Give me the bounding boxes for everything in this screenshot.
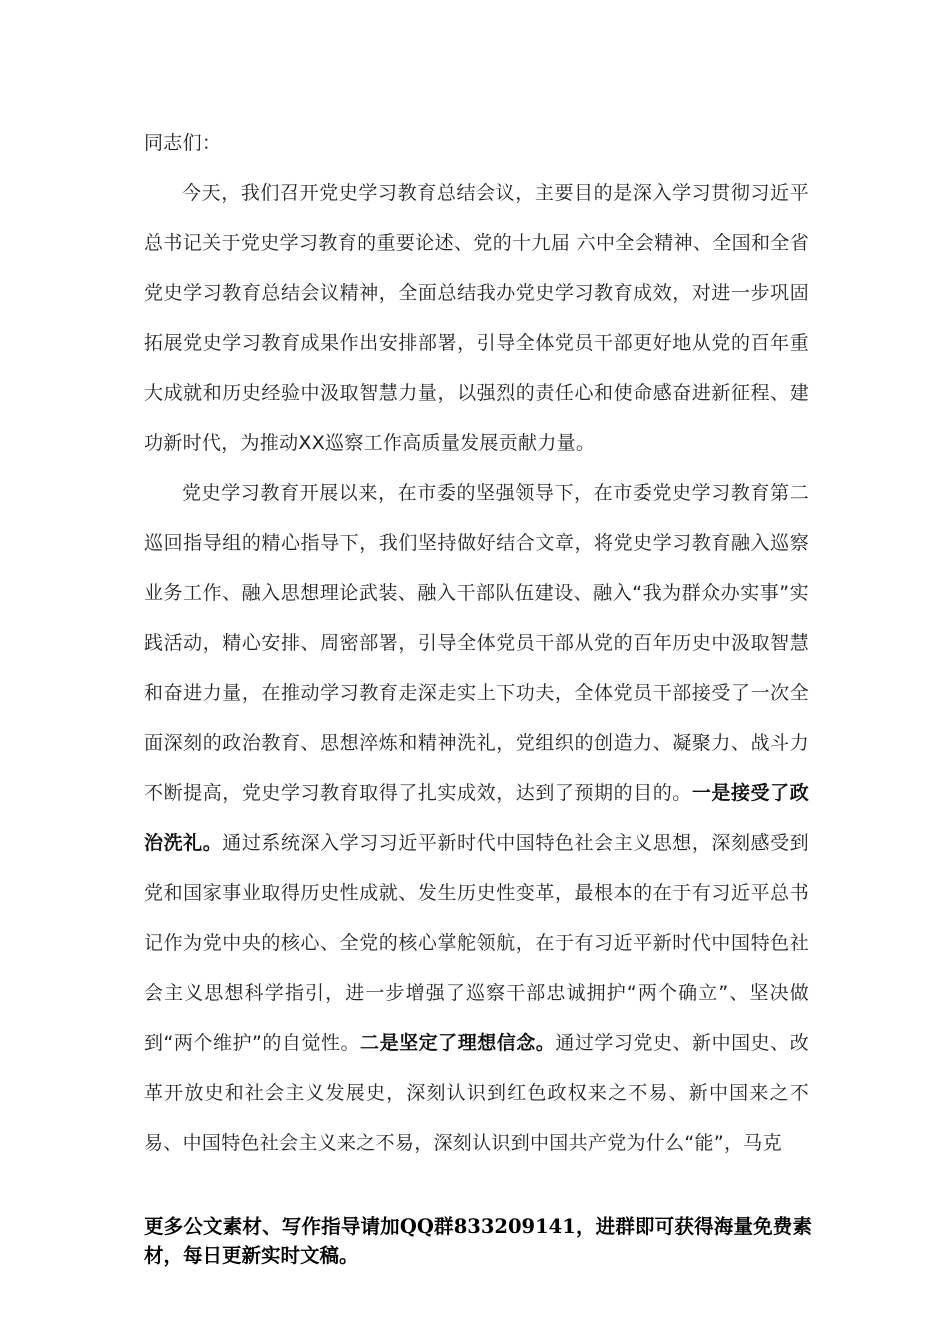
document-body: [144, 118, 809, 1168]
footer-advertisement: 更多公文素材、写作指导请加QQ群833209141，进群即可获得海量免费素材，每日更新实时文稿。: [144, 1215, 812, 1267]
paragraph-achievements: [144, 468, 809, 1168]
paragraph-opening: [144, 168, 809, 468]
point-one-heading: 一是接受了政治洗礼。: [144, 782, 809, 854]
salutation: 同志们：: [144, 132, 222, 154]
point-two-text: 通过学习党史、新中国史、改革开放史和社会主义发展史，深刻认识到红色政权来之不易、新中国来之不易、中国特色社会主义来之不易，深刻认识到中国共产党为什么“能”，马克: [144, 1032, 809, 1154]
point-two-heading: 二是坚定了理想信念。: [360, 1032, 556, 1054]
paragraph-achievements-intro: 党史学习教育开展以来，在市委的坚强领导下，在市委党史学习教育第二巡回指导组的精心指导下，我们坚持做好结合文章，将党史学习教育融入巡察业务工作、融入思想理论武装、融入干部队伍建设、融入“我为群众办实事”实践活动，精心安排、周密部署，引导全体党员干部从党的百年历史中汲取智慧和奋进力量，在推动学习教育走深走实上下功夫，全体党员干部接受了一次全面深刻的政治教育、思想淬炼和精神洗礼，党组织的创造力、凝聚力、战斗力不断提高，党史学习教育取得了扎实成效，达到了预期的目的。: [144, 482, 809, 804]
paragraph-opening-text: 今天，我们召开党史学习教育总结会议，主要目的是深入学习贯彻习近平总书记关于党史学习教育的重要论述、党的十九届 六中全会精神、全国和全省党史学习教育总结会议精神，全面总结我办党史学习教育成效，对进一步巩固拓展党史学习教育成果作出安排部署，引导全体党员干部更好地从党的百年重大成就和历史经验中汲取智慧力量，以强烈的责任心和使命感奋进新征程、建功新时代，为推动XX巡察工作高质量发展贡献力量。: [144, 182, 809, 454]
point-one-text: 通过系统深入学习习近平新时代中国特色社会主义思想，深刻感受到党和国家事业取得历史性成就、发生历史性变革，最根本的在于有习近平总书记作为党中央的核心、全党的核心掌舵领航，在于有习近平新时代中国特色社会主义思想科学指引，进一步增强了巡察干部忠诚拥护“两个确立”、坚决做到“两个维护”的自觉性。: [144, 832, 809, 1054]
